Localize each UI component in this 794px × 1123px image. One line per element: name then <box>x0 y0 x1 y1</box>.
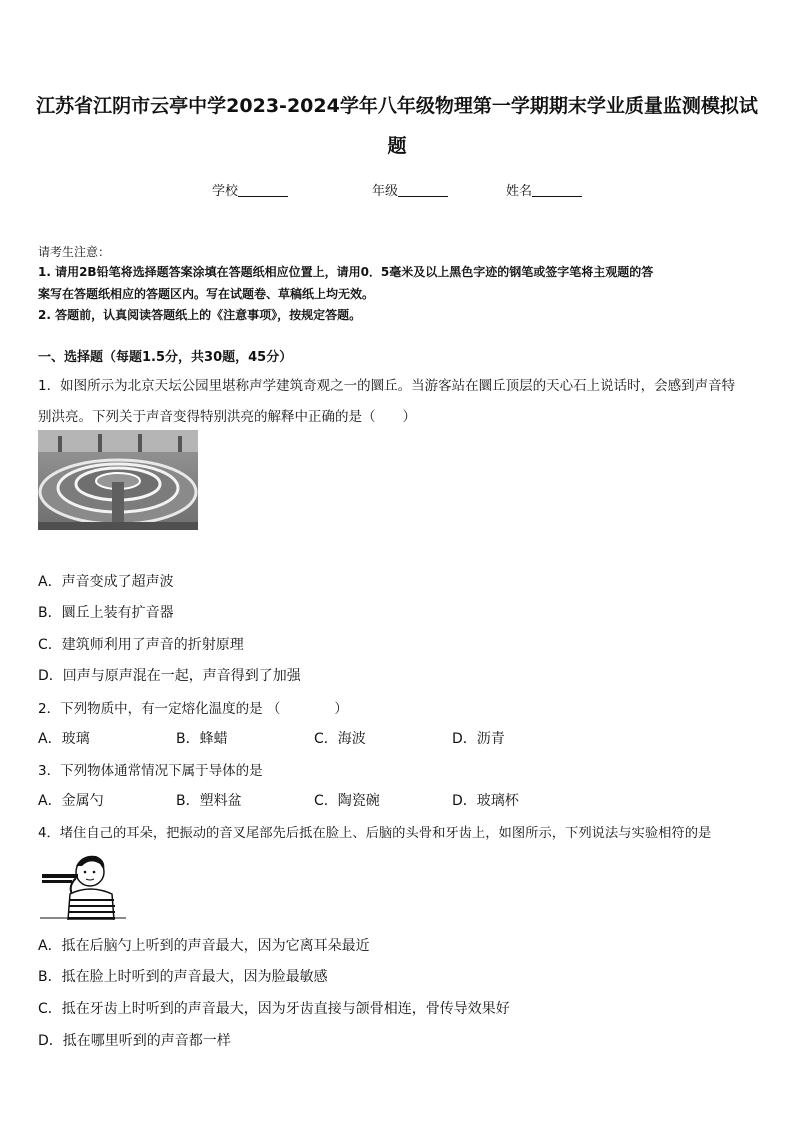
grade-blank <box>398 184 448 197</box>
circular-mound-altar-photo <box>38 430 198 530</box>
boy-tuning-fork-illustration <box>38 848 128 920</box>
notes-item-2: 2. 答题前，认真阅读答题纸上的《注意事项》，按规定答题。 <box>38 308 362 322</box>
question-3-option-c: C．陶瓷碗 <box>314 793 380 809</box>
notes-heading: 请考生注意： <box>38 245 111 259</box>
question-2-option-a: A．玻璃 <box>38 731 90 747</box>
question-1-option-b: B．圜丘上装有扩音器 <box>38 605 174 621</box>
question-1-option-d: D．回声与原声混在一起，声音得到了加强 <box>38 668 301 684</box>
question-3-stem: 3．下列物体通常情况下属于导体的是 <box>38 763 263 779</box>
question-1-stem-line-1: 1．如图所示为北京天坛公园里堪称声学建筑奇观之一的圜丘。当游客站在圜丘顶层的天心石上说话时，会感到声音特 <box>38 378 736 394</box>
question-2-option-c: C．海波 <box>314 731 366 747</box>
question-2-option-b: B．蜂蜡 <box>176 731 228 747</box>
school-field <box>212 180 288 199</box>
question-4-option-d: D．抵在哪里听到的声音都一样 <box>38 1033 231 1049</box>
question-1-stem-line-2: 别洪亮。下列关于声音变得特别洪亮的解释中正确的是（ ） <box>38 409 416 425</box>
name-field <box>506 180 582 199</box>
question-3-option-d: D．玻璃杯 <box>452 793 519 809</box>
question-1-option-a: A．声音变成了超声波 <box>38 574 174 590</box>
exam-title: 江苏省江阴市云亭中学2023-2024学年八年级物理第一学期期末学业质量监测模拟试题 <box>36 95 758 157</box>
altar-illustration <box>38 430 198 530</box>
name-blank <box>532 184 582 197</box>
name-label: 姓名 <box>506 184 533 199</box>
school-blank <box>238 184 288 197</box>
section-heading: 一、选择题（每题1.5分，共30题，45分） <box>38 350 293 365</box>
question-1-option-c: C．建筑师利用了声音的折射原理 <box>38 637 244 653</box>
question-4-option-a: A．抵在后脑勺上听到的声音最大，因为它离耳朵最近 <box>38 938 370 954</box>
question-4-option-b: B．抵在脸上时听到的声音最大，因为脸最敏感 <box>38 969 328 985</box>
question-4-stem: 4．堵住自己的耳朵，把振动的音叉尾部先后抵在脸上、后脑的头骨和牙齿上，如图所示，下列说法与实验相符的是 <box>38 826 712 841</box>
question-4-option-c: C．抵在牙齿上时听到的声音最大，因为牙齿直接与颌骨相连，骨传导效果好 <box>38 1001 510 1017</box>
boy-drawing <box>38 848 128 920</box>
question-3-option-a: A．金属勺 <box>38 793 104 809</box>
school-label: 学校 <box>212 184 239 199</box>
grade-label: 年级 <box>372 184 399 199</box>
notes-item-1-line-2: 案写在答题纸相应的答题区内。写在试题卷、草稿纸上均无效。 <box>38 287 375 301</box>
question-2-option-d: D．沥青 <box>452 731 505 747</box>
grade-field <box>372 180 448 199</box>
question-2-stem: 2．下列物质中，有一定熔化温度的是 （ ） <box>38 701 348 717</box>
notes-item-1-line-1: 1. 请用2B铅笔将选择题答案涂填在答题纸相应位置上，请用0．5毫米及以上黑色字迹的钢笔或签字笔将主观题的答 <box>38 265 654 279</box>
question-3-option-b: B．塑料盆 <box>176 793 242 809</box>
